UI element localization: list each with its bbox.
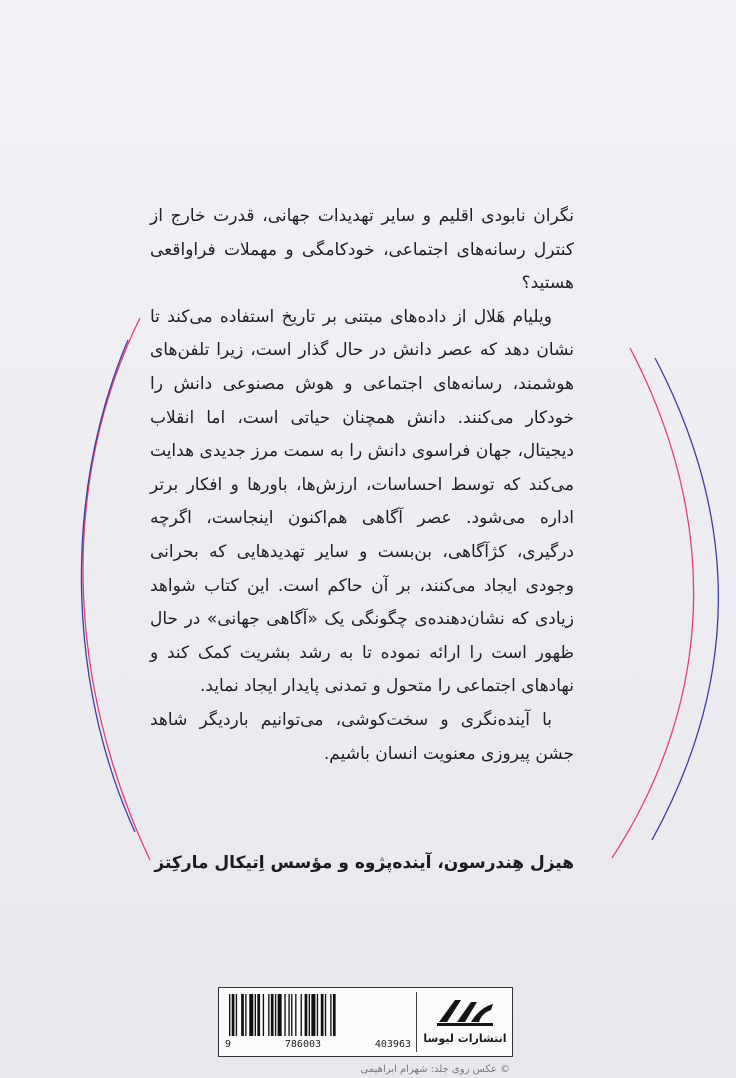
blurb-text [150,200,574,771]
barcode-bar [249,994,253,1036]
barcode-bar [333,994,336,1036]
publisher-block [419,990,511,1054]
barcode-bar [275,994,276,1036]
barcode-bar [255,994,256,1036]
barcode-bar [301,994,302,1036]
barcode-bar [325,994,326,1036]
left-inner-arc-blue [81,340,135,832]
barcode-panel [218,987,513,1057]
barcode-bar [278,994,282,1036]
body-paragraph: ویلیام هَلال از داده‌های مبتنی بر تاریخ استفاده می‌کند تا نشان دهد که عصر دانش در حال گذار است، زیرا تلفن‌های هوشمند، رسانه‌های اجتماعی و هوش مصنوعی دانش را خودکار می‌کنند. دانش همچنان حیاتی است، اما انقلاب دیجیتال، جهان فراسوی دانش را به سمت مرز جدیدی هدایت می‌کند که توسط احساسات، ارزش‌ها، باورها و افکار برتر اداره می‌شود. عصر آگاهی هم‌اکنون اینجاست، اگرچه درگیری، کژآگاهی، بن‌بست و سایر تهدیدهایی که بحرانی وجودی ایجاد می‌کنند، بر آن حاکم است. این کتاب شواهد زیادی که نشان‌دهنده‌ی چگونگی یک «آگاهی جهانی» در حال ظهور است را ارائه نموده تا به رشد بشریت کمک کند و نهادهای اجتماعی را متحول و تمدنی پایدار ایجاد نماید. [150,306,574,697]
left-outer-arc-pink [83,318,150,860]
isbn-group-1: 786003 [284,1038,322,1050]
barcode-bar [317,994,318,1036]
barcode-bar [284,994,285,1036]
panel-divider [416,992,417,1052]
barcode-bar [309,994,310,1036]
endorsement-signature: هیزل هِندرسون، آینده‌پژوه و مؤسس اِتیکال مارکِتز [154,853,574,873]
barcode-bar [330,994,331,1036]
isbn-group-2: 403963 [374,1038,411,1050]
barcode-bar [295,994,296,1036]
barcode-bar [305,994,308,1036]
barcode-bar [268,994,269,1036]
barcode-bar [291,994,292,1036]
isbn-digits [225,1037,411,1051]
right-outer-arc-blue [652,358,718,840]
barcode-bar [321,994,324,1036]
barcode-bar [232,994,235,1036]
barcode-bar [236,994,237,1036]
publisher-logo-icon [433,994,497,1028]
barcode-bar [263,994,264,1036]
intro-paragraph: نگران نابودی اقلیم و سایر تهدیدات جهانی، قدرت خارج از کنترل رسانه‌های اجتماعی، خودکامگی و مهملات فراواقعی هستید؟ [150,206,574,294]
closing-paragraph: با آینده‌نگری و سخت‌کوشی، می‌توانیم باردیگر شاهد جشن پیروزی معنویت انسان باشیم. [150,709,574,764]
barcode-bar [288,994,289,1036]
barcode-bars [225,994,411,1036]
isbn-prefix: 9 [225,1038,232,1050]
barcode-bar [311,994,315,1036]
barcode-bar [245,994,246,1036]
cover-photo-credit: © عکس روی جلد: شهرام ابراهیمی [360,1064,510,1075]
barcode-bar [271,994,274,1036]
barcode-bar [241,994,244,1036]
barcode-bar [257,994,260,1036]
publisher-name: انتشارات لیوسا [423,1032,507,1045]
right-inner-arc-pink [612,348,694,858]
isbn-barcode [225,994,411,1050]
barcode-bar [229,994,230,1036]
